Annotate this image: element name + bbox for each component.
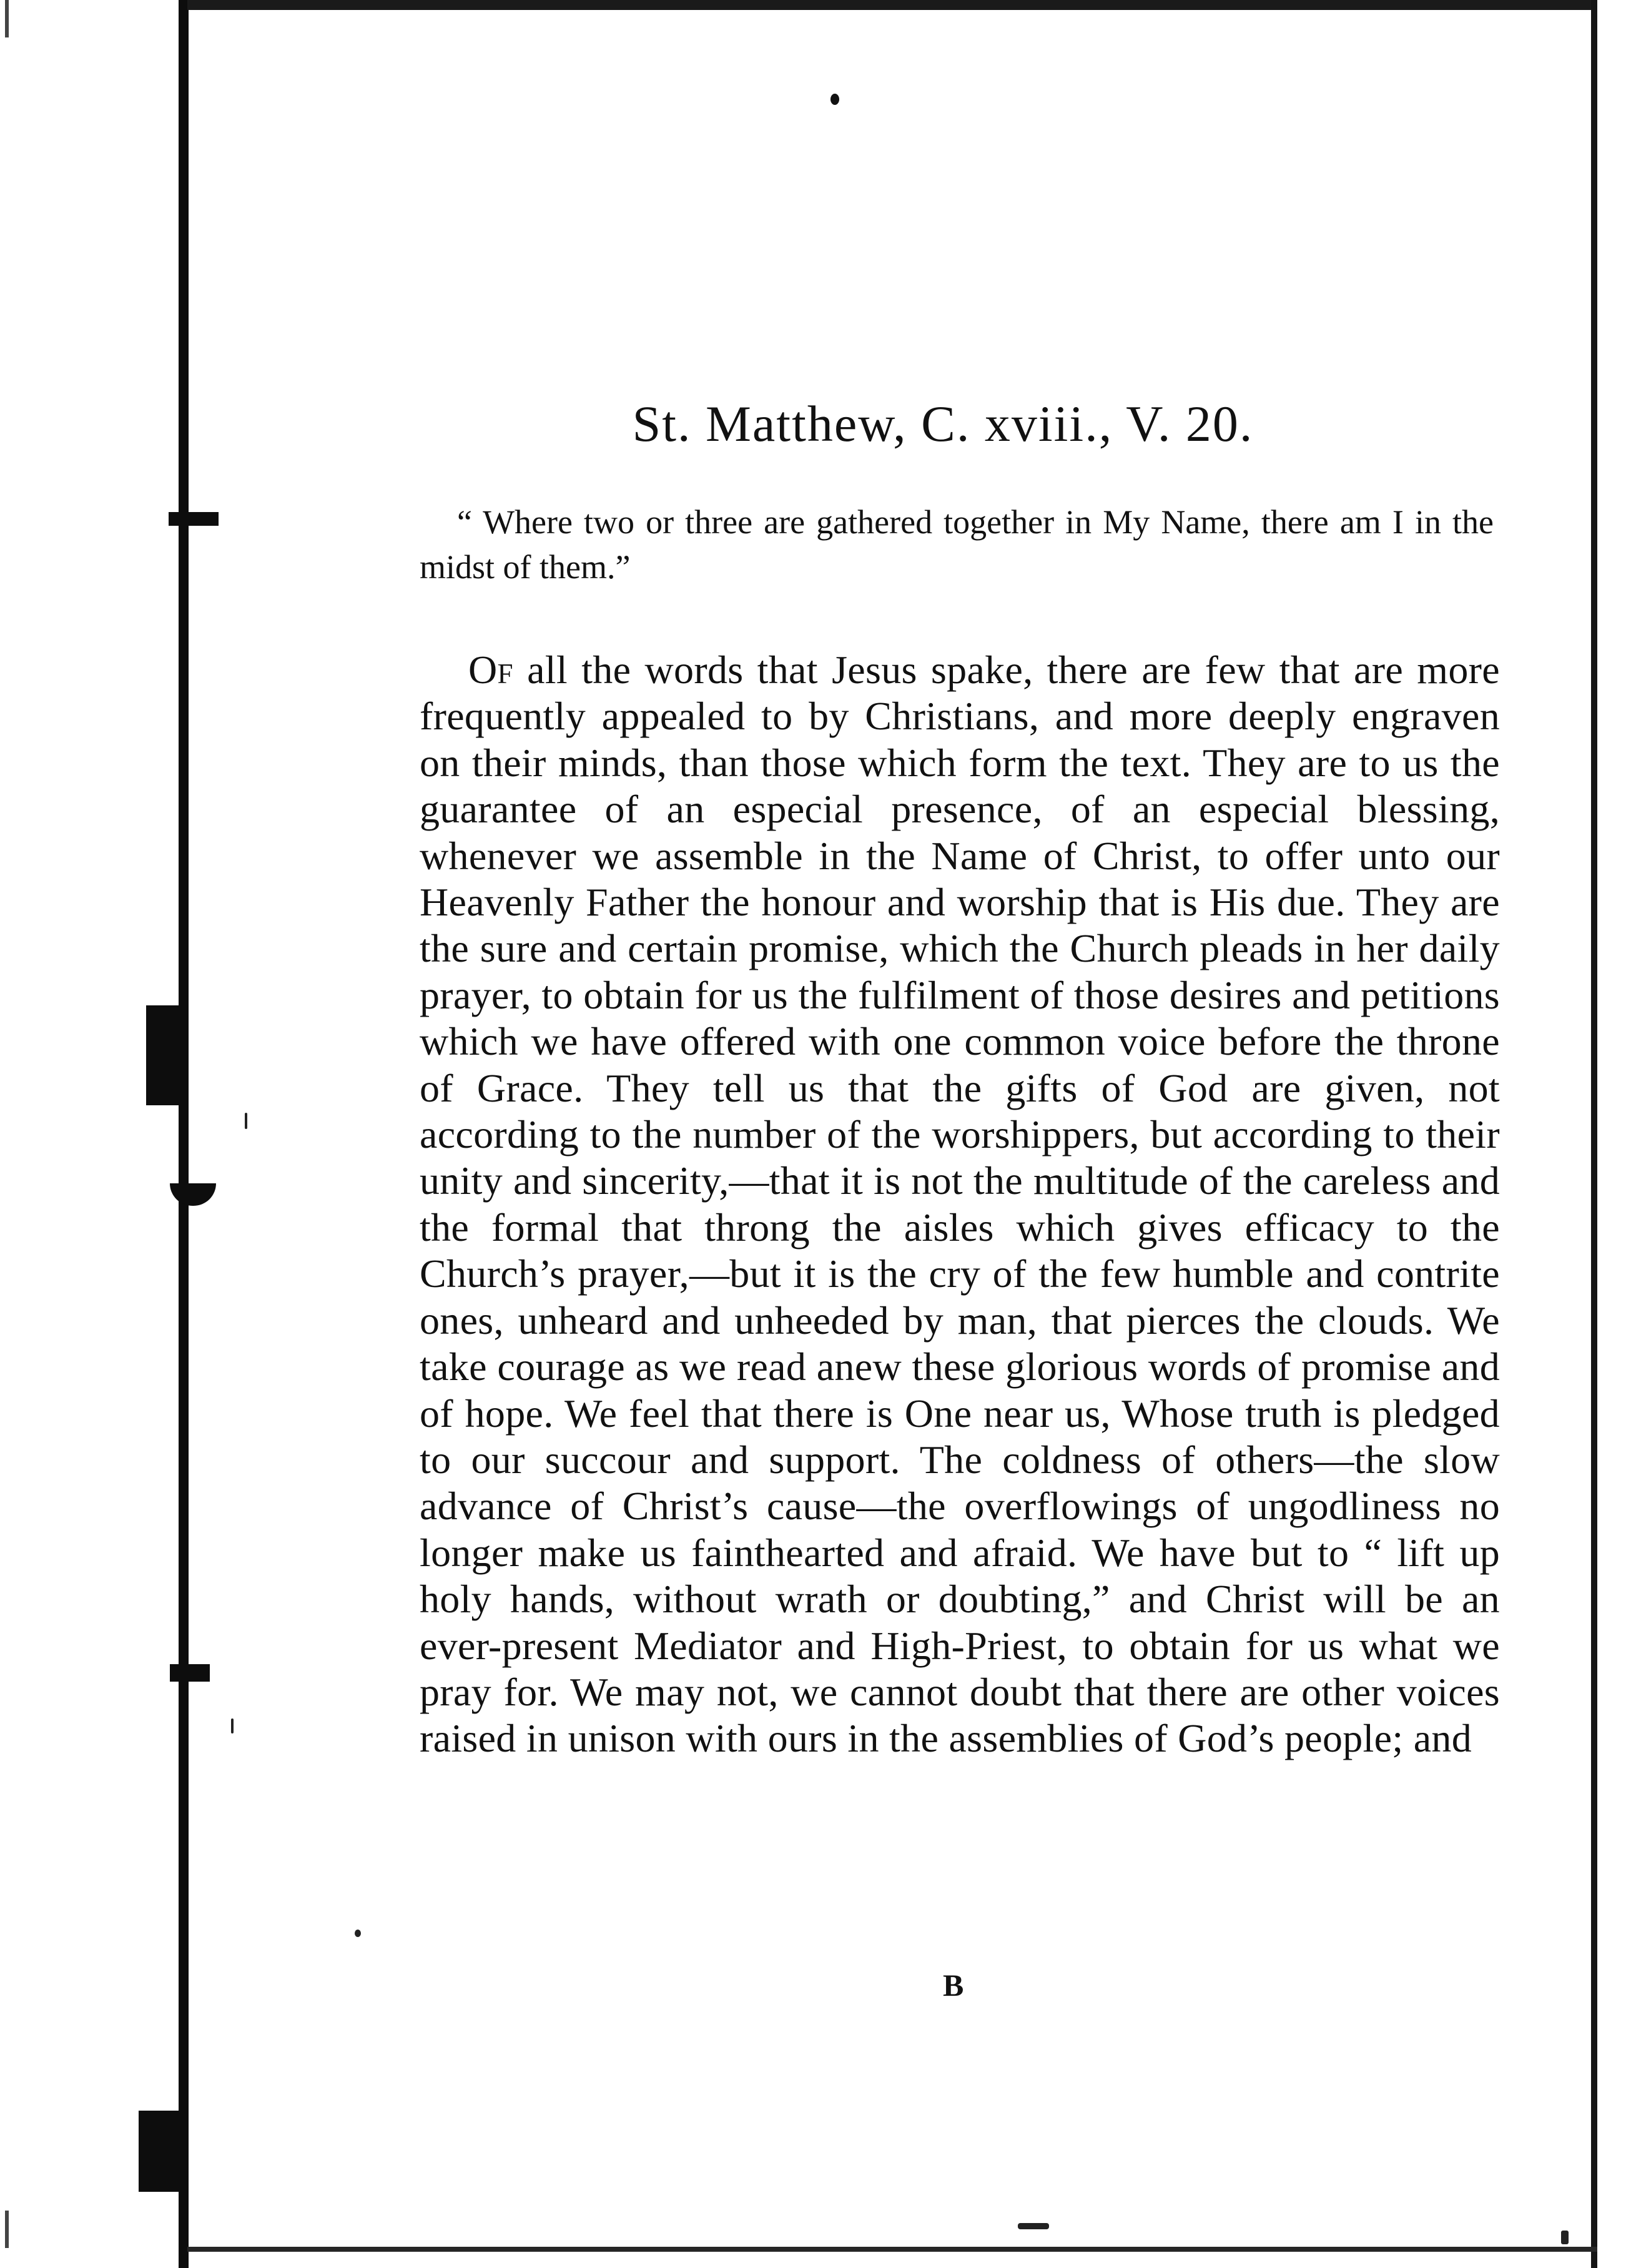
sermon-body-text: all the words that Jesus spake, there are few that are more frequently appealed to by Christians, and more deeply engraven on their minds, than those which form the text. They are to us the guarantee of an especial presence, of an especial blessing, whenever we assemble in the Name of Christ, to offer unto our Heavenly Father the honour and worship that is His due. They are the sure and certain promise, which the Church pleads in her daily prayer, to obtain for us the fulfilment of those desires and petitions which we have offered with one common voice before the throne of Grace. They tell us that the gifts of God are given, not according to the number of the worshippers, but according to their unity and sincerity,—that it is not the multitude of the careless and the formal that throng the aisles which gives efficacy to the Church’s prayer,—but it is the cry of the few humble and contrite ones, unheard and unheeded by man, that pierces the clouds. We take courage as we read anew these glorious words of promise and of hope. We feel that there is One near us, Whose truth is pledged to our succour and support. The coldness of others—the slow advance of Christ’s cause—the overflowings of ungodliness no longer make us fainthearted and afraid. We have but to “ lift up holy hands, without wrath or doubting,” and Christ will be an ever-present Mediator and High-Priest, to obtain for us what we pray for. We may not, we cannot doubt that there are other voices raised in unison with ours in the assemblies of God’s people; and [420,648,1500,1761]
signature-mark: B [943,1968,964,2003]
page-title: St. Matthew, C. xviii., V. 20. [632,395,1254,452]
sermon-body [420,647,1500,1762]
scripture-epigraph: “ Where two or three are gathered together in My Name, there am I in the midst of them.” [420,503,1494,586]
opening-word: Of [468,648,513,692]
